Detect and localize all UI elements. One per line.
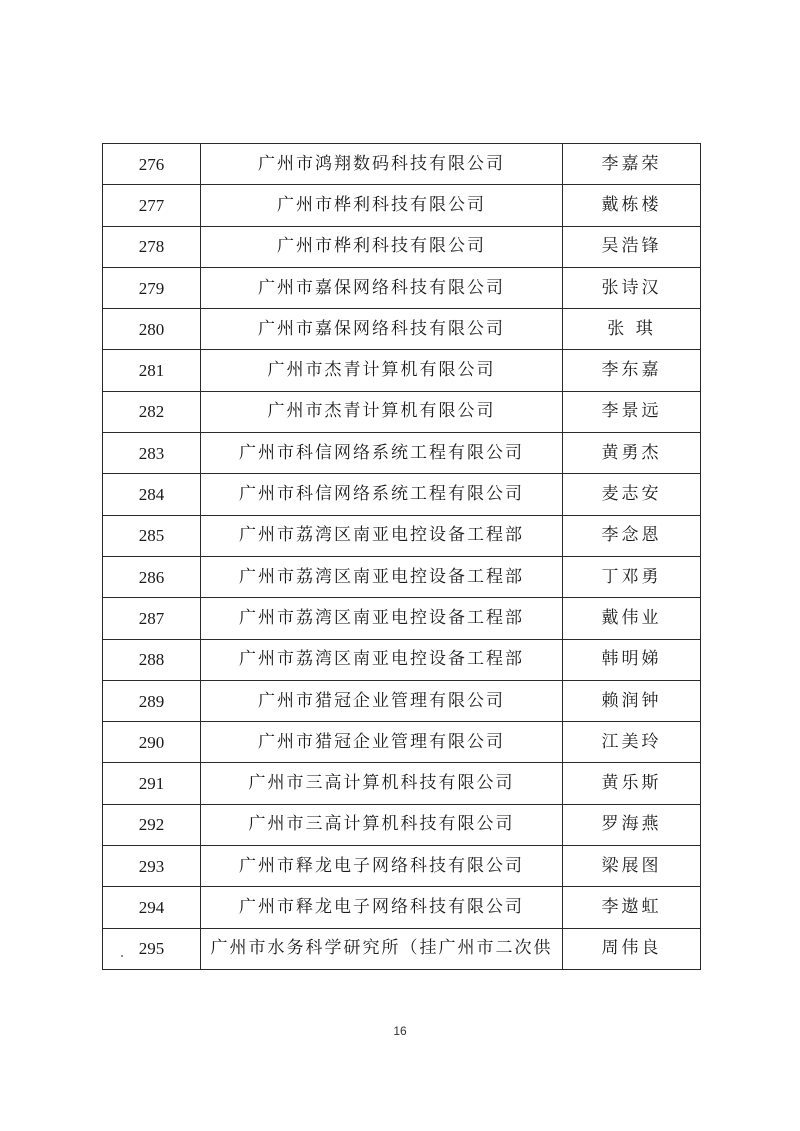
company-cell: 广州市科信网络系统工程有限公司 — [201, 474, 563, 515]
row-number-cell: 278 — [103, 226, 201, 267]
person-name-cell: 吴浩锋 — [563, 226, 701, 267]
person-name-cell: 戴栋楼 — [563, 185, 701, 226]
row-number-cell: 284 — [103, 474, 201, 515]
company-cell: 广州市杰青计算机有限公司 — [201, 350, 563, 391]
row-number-cell: 288 — [103, 639, 201, 680]
table-row — [103, 722, 701, 763]
row-number-cell: 286 — [103, 556, 201, 597]
roster-table — [102, 143, 701, 970]
row-number-cell: 291 — [103, 763, 201, 804]
row-number-cell: 276 — [103, 144, 201, 185]
row-number-cell: 280 — [103, 309, 201, 350]
person-name-cell: 李遨虹 — [563, 887, 701, 928]
company-cell: 广州市荔湾区南亚电控设备工程部 — [201, 598, 563, 639]
table-row — [103, 350, 701, 391]
table-row — [103, 763, 701, 804]
table-row — [103, 598, 701, 639]
person-name-cell: 张 琪 — [563, 309, 701, 350]
table-row — [103, 185, 701, 226]
person-name-cell: 梁展图 — [563, 846, 701, 887]
company-cell: 广州市荔湾区南亚电控设备工程部 — [201, 556, 563, 597]
person-name-cell: 周伟良 — [563, 928, 701, 969]
table-row — [103, 804, 701, 845]
company-cell: 广州市荔湾区南亚电控设备工程部 — [201, 639, 563, 680]
page-number: 16 — [393, 1024, 407, 1038]
person-name-cell: 丁邓勇 — [563, 556, 701, 597]
table-row — [103, 846, 701, 887]
person-name-cell: 江美玲 — [563, 722, 701, 763]
row-number-cell: 293 — [103, 846, 201, 887]
row-number-cell: 285 — [103, 515, 201, 556]
row-number-cell: 290 — [103, 722, 201, 763]
company-cell: 广州市嘉保网络科技有限公司 — [201, 309, 563, 350]
company-cell: 广州市鸿翔数码科技有限公司 — [201, 144, 563, 185]
table-row — [103, 433, 701, 474]
company-cell: 广州市释龙电子网络科技有限公司 — [201, 846, 563, 887]
company-cell: 广州市桦利科技有限公司 — [201, 226, 563, 267]
table-row — [103, 887, 701, 928]
table-row — [103, 267, 701, 308]
row-number-cell: 292 — [103, 804, 201, 845]
company-cell: 广州市桦利科技有限公司 — [201, 185, 563, 226]
person-name-cell: 黄勇杰 — [563, 433, 701, 474]
company-cell: 广州市三高计算机科技有限公司 — [201, 763, 563, 804]
table-row — [103, 680, 701, 721]
table-row — [103, 928, 701, 969]
person-name-cell: 李念恩 — [563, 515, 701, 556]
table-row — [103, 556, 701, 597]
scan-speck — [121, 955, 123, 957]
row-number-cell: 287 — [103, 598, 201, 639]
person-name-cell: 李东嘉 — [563, 350, 701, 391]
person-name-cell: 李嘉荣 — [563, 144, 701, 185]
roster-table-body — [103, 144, 701, 970]
row-number-cell: 277 — [103, 185, 201, 226]
table-row — [103, 309, 701, 350]
company-cell: 广州市三高计算机科技有限公司 — [201, 804, 563, 845]
row-number-cell: 279 — [103, 267, 201, 308]
company-cell: 广州市科信网络系统工程有限公司 — [201, 433, 563, 474]
company-cell: 广州市释龙电子网络科技有限公司 — [201, 887, 563, 928]
person-name-cell: 罗海燕 — [563, 804, 701, 845]
company-cell: 广州市猎冠企业管理有限公司 — [201, 722, 563, 763]
person-name-cell: 赖润钟 — [563, 680, 701, 721]
row-number-cell: 283 — [103, 433, 201, 474]
table-row — [103, 144, 701, 185]
company-cell: 广州市嘉保网络科技有限公司 — [201, 267, 563, 308]
row-number-cell: 294 — [103, 887, 201, 928]
company-cell: 广州市水务科学研究所（挂广州市二次供 — [201, 928, 563, 969]
person-name-cell: 韩明娣 — [563, 639, 701, 680]
row-number-cell: 281 — [103, 350, 201, 391]
company-cell: 广州市杰青计算机有限公司 — [201, 391, 563, 432]
person-name-cell: 麦志安 — [563, 474, 701, 515]
table-row — [103, 474, 701, 515]
row-number-cell: 282 — [103, 391, 201, 432]
company-cell: 广州市荔湾区南亚电控设备工程部 — [201, 515, 563, 556]
table-row — [103, 639, 701, 680]
table-row — [103, 515, 701, 556]
person-name-cell: 李景远 — [563, 391, 701, 432]
person-name-cell: 戴伟业 — [563, 598, 701, 639]
table-row — [103, 391, 701, 432]
person-name-cell: 黄乐斯 — [563, 763, 701, 804]
company-cell: 广州市猎冠企业管理有限公司 — [201, 680, 563, 721]
person-name-cell: 张诗汉 — [563, 267, 701, 308]
table-row — [103, 226, 701, 267]
row-number-cell: 289 — [103, 680, 201, 721]
row-number-cell: 295 — [103, 928, 201, 969]
